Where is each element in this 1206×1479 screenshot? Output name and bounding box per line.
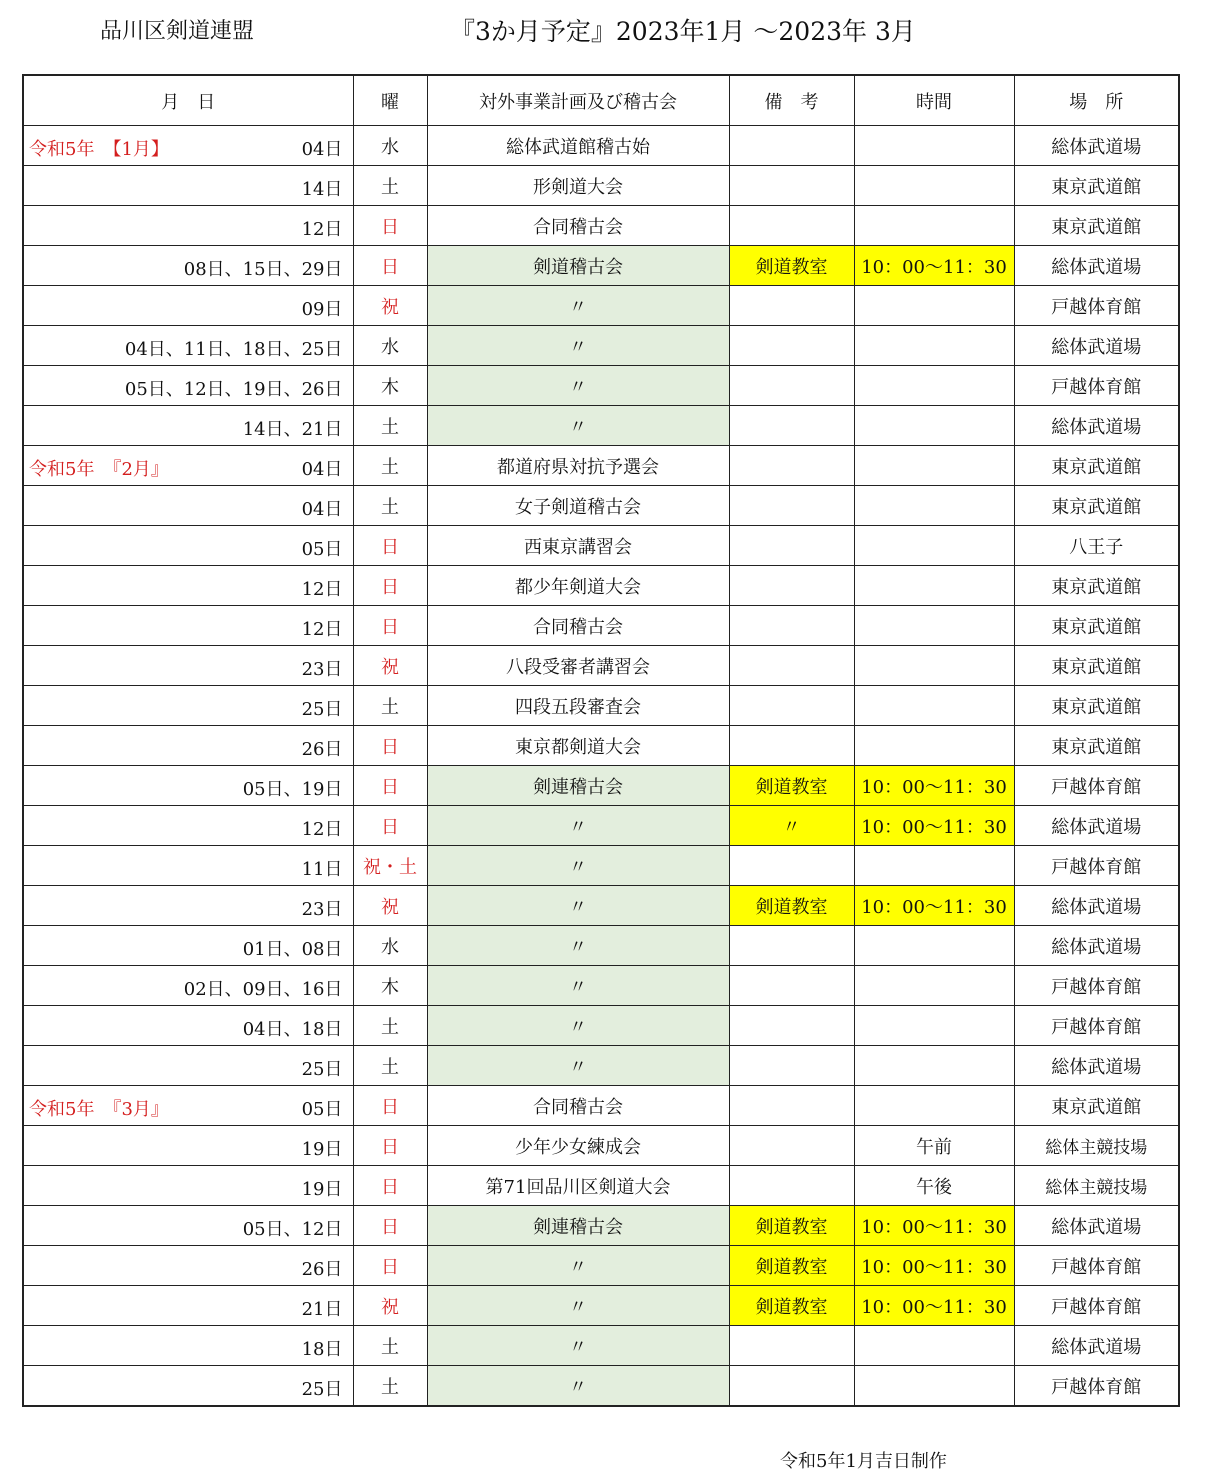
place-cell: 総体武道場 bbox=[1014, 406, 1179, 446]
note-cell bbox=[729, 1366, 854, 1407]
event-cell: 〃 bbox=[427, 1006, 729, 1046]
event-cell: 〃 bbox=[427, 1326, 729, 1366]
date-cell bbox=[23, 526, 353, 566]
event-cell: 四段五段審査会 bbox=[427, 686, 729, 726]
date-cell bbox=[23, 126, 353, 166]
time-cell bbox=[854, 1366, 1014, 1407]
table-row bbox=[23, 286, 1179, 326]
dates-text: 18日 bbox=[301, 1339, 343, 1360]
weekday-cell: 日 bbox=[353, 1246, 427, 1286]
dates-text: 04日 bbox=[301, 139, 343, 160]
date-cell bbox=[23, 686, 353, 726]
place-cell: 総体武道場 bbox=[1014, 806, 1179, 846]
month-label: 令和5年 『3月』 bbox=[29, 1099, 169, 1120]
month-label: 令和5年 【1月】 bbox=[29, 139, 169, 160]
note-cell: 剣道教室 bbox=[729, 886, 854, 926]
dates-text: 19日 bbox=[301, 1139, 343, 1160]
weekday-cell: 祝 bbox=[353, 1286, 427, 1326]
dates-text: 23日 bbox=[301, 899, 343, 920]
note-cell bbox=[729, 326, 854, 366]
weekday-cell: 日 bbox=[353, 206, 427, 246]
table-row bbox=[23, 926, 1179, 966]
column-header-place: 場 所 bbox=[1014, 75, 1179, 126]
note-cell: 剣道教室 bbox=[729, 766, 854, 806]
note-cell bbox=[729, 526, 854, 566]
month-label: 令和5年 『2月』 bbox=[29, 459, 169, 480]
table-row bbox=[23, 1126, 1179, 1166]
weekday-cell: 祝・土 bbox=[353, 846, 427, 886]
table-row bbox=[23, 206, 1179, 246]
place-cell: 東京武道館 bbox=[1014, 486, 1179, 526]
date-cell bbox=[23, 1366, 353, 1407]
event-cell: 都少年剣道大会 bbox=[427, 566, 729, 606]
note-cell bbox=[729, 1086, 854, 1126]
place-cell: 戸越体育館 bbox=[1014, 1366, 1179, 1407]
event-cell: 〃 bbox=[427, 286, 729, 326]
weekday-cell: 日 bbox=[353, 806, 427, 846]
date-cell bbox=[23, 926, 353, 966]
date-cell bbox=[23, 1086, 353, 1126]
creation-note: 令和5年1月吉日制作 bbox=[780, 1451, 947, 1472]
table-row bbox=[23, 246, 1179, 286]
place-cell: 戸越体育館 bbox=[1014, 1006, 1179, 1046]
dates-text: 04日、18日 bbox=[242, 1019, 343, 1040]
dates-text: 14日、21日 bbox=[242, 419, 343, 440]
weekday-cell: 日 bbox=[353, 526, 427, 566]
weekday-cell: 日 bbox=[353, 566, 427, 606]
schedule-table bbox=[22, 74, 1180, 1407]
place-cell: 戸越体育館 bbox=[1014, 1286, 1179, 1326]
date-cell bbox=[23, 566, 353, 606]
event-cell: 総体武道館稽古始 bbox=[427, 126, 729, 166]
table-row bbox=[23, 366, 1179, 406]
weekday-cell: 土 bbox=[353, 406, 427, 446]
place-cell: 戸越体育館 bbox=[1014, 966, 1179, 1006]
date-cell bbox=[23, 1286, 353, 1326]
weekday-cell: 日 bbox=[353, 766, 427, 806]
dates-text: 05日、12日、19日、26日 bbox=[124, 379, 343, 400]
time-cell: 10：00〜11：30 bbox=[854, 806, 1014, 846]
weekday-cell: 日 bbox=[353, 246, 427, 286]
weekday-cell: 土 bbox=[353, 1046, 427, 1086]
weekday-cell: 土 bbox=[353, 1326, 427, 1366]
date-cell bbox=[23, 766, 353, 806]
weekday-cell: 水 bbox=[353, 126, 427, 166]
header-row bbox=[23, 75, 1179, 126]
date-cell bbox=[23, 406, 353, 446]
time-cell bbox=[854, 966, 1014, 1006]
date-cell bbox=[23, 846, 353, 886]
event-cell: 形剣道大会 bbox=[427, 166, 729, 206]
organization-name: 品川区剣道連盟 bbox=[100, 19, 255, 44]
event-cell: 〃 bbox=[427, 326, 729, 366]
date-cell bbox=[23, 1326, 353, 1366]
date-cell bbox=[23, 886, 353, 926]
note-cell bbox=[729, 966, 854, 1006]
time-cell: 10：00〜11：30 bbox=[854, 766, 1014, 806]
date-cell bbox=[23, 606, 353, 646]
dates-text: 26日 bbox=[301, 1259, 343, 1280]
weekday-cell: 土 bbox=[353, 1366, 427, 1407]
event-cell: 西東京講習会 bbox=[427, 526, 729, 566]
table-row bbox=[23, 1166, 1179, 1206]
event-cell: 剣連稽古会 bbox=[427, 1206, 729, 1246]
dates-text: 05日、12日 bbox=[242, 1219, 343, 1240]
event-cell: 〃 bbox=[427, 806, 729, 846]
table-row bbox=[23, 1246, 1179, 1286]
event-cell: 〃 bbox=[427, 406, 729, 446]
table-row bbox=[23, 966, 1179, 1006]
date-cell bbox=[23, 326, 353, 366]
time-cell bbox=[854, 526, 1014, 566]
time-cell bbox=[854, 1326, 1014, 1366]
place-cell: 東京武道館 bbox=[1014, 606, 1179, 646]
place-cell: 東京武道館 bbox=[1014, 646, 1179, 686]
column-header-date: 月 日 bbox=[23, 75, 353, 126]
table-row bbox=[23, 1086, 1179, 1126]
place-cell: 総体主競技場 bbox=[1014, 1126, 1179, 1166]
time-cell: 10：00〜11：30 bbox=[854, 1246, 1014, 1286]
time-cell bbox=[854, 486, 1014, 526]
dates-text: 05日 bbox=[301, 1099, 343, 1120]
event-cell: 東京都剣道大会 bbox=[427, 726, 729, 766]
event-cell: 八段受審者講習会 bbox=[427, 646, 729, 686]
event-cell: 合同稽古会 bbox=[427, 206, 729, 246]
place-cell: 総体武道場 bbox=[1014, 1046, 1179, 1086]
dates-text: 04日 bbox=[301, 499, 343, 520]
weekday-cell: 土 bbox=[353, 166, 427, 206]
dates-text: 25日 bbox=[301, 1059, 343, 1080]
time-cell: 10：00〜11：30 bbox=[854, 246, 1014, 286]
dates-text: 09日 bbox=[301, 299, 343, 320]
column-header-weekday: 曜 bbox=[353, 75, 427, 126]
table-row bbox=[23, 1366, 1179, 1407]
weekday-cell: 水 bbox=[353, 326, 427, 366]
table-row bbox=[23, 406, 1179, 446]
event-cell: 〃 bbox=[427, 1286, 729, 1326]
table-row bbox=[23, 1326, 1179, 1366]
time-cell bbox=[854, 286, 1014, 326]
weekday-cell: 日 bbox=[353, 1206, 427, 1246]
date-cell bbox=[23, 1246, 353, 1286]
place-cell: 東京武道館 bbox=[1014, 566, 1179, 606]
page-title: 『3か月予定』2023年1月 〜2023年 3月 bbox=[450, 17, 916, 46]
place-cell: 総体武道場 bbox=[1014, 926, 1179, 966]
date-cell bbox=[23, 966, 353, 1006]
dates-text: 23日 bbox=[301, 659, 343, 680]
table-row bbox=[23, 886, 1179, 926]
event-cell: 都道府県対抗予選会 bbox=[427, 446, 729, 486]
dates-text: 08日、15日、29日 bbox=[183, 259, 343, 280]
column-header-note: 備 考 bbox=[729, 75, 854, 126]
note-cell bbox=[729, 566, 854, 606]
note-cell bbox=[729, 1006, 854, 1046]
time-cell bbox=[854, 926, 1014, 966]
note-cell bbox=[729, 646, 854, 686]
event-cell: 第71回品川区剣道大会 bbox=[427, 1166, 729, 1206]
time-cell bbox=[854, 326, 1014, 366]
place-cell: 総体武道場 bbox=[1014, 126, 1179, 166]
dates-text: 04日 bbox=[301, 459, 343, 480]
event-cell: 剣道稽古会 bbox=[427, 246, 729, 286]
event-cell: 〃 bbox=[427, 846, 729, 886]
note-cell bbox=[729, 366, 854, 406]
weekday-cell: 日 bbox=[353, 606, 427, 646]
date-cell bbox=[23, 646, 353, 686]
column-header-event: 対外事業計画及び稽古会 bbox=[427, 75, 729, 126]
event-cell: 女子剣道稽古会 bbox=[427, 486, 729, 526]
time-cell bbox=[854, 406, 1014, 446]
date-cell bbox=[23, 166, 353, 206]
table-row bbox=[23, 1046, 1179, 1086]
place-cell: 総体武道場 bbox=[1014, 886, 1179, 926]
time-cell bbox=[854, 686, 1014, 726]
dates-text: 05日 bbox=[301, 539, 343, 560]
note-cell bbox=[729, 126, 854, 166]
event-cell: 〃 bbox=[427, 1366, 729, 1407]
date-cell bbox=[23, 486, 353, 526]
place-cell: 東京武道館 bbox=[1014, 446, 1179, 486]
place-cell: 総体武道場 bbox=[1014, 1326, 1179, 1366]
dates-text: 02日、09日、16日 bbox=[183, 979, 343, 1000]
time-cell bbox=[854, 206, 1014, 246]
event-cell: 剣連稽古会 bbox=[427, 766, 729, 806]
place-cell: 東京武道館 bbox=[1014, 686, 1179, 726]
column-header-time: 時間 bbox=[854, 75, 1014, 126]
note-cell bbox=[729, 686, 854, 726]
table-row bbox=[23, 526, 1179, 566]
table-row bbox=[23, 726, 1179, 766]
note-cell: 剣道教室 bbox=[729, 1206, 854, 1246]
table-row bbox=[23, 1006, 1179, 1046]
dates-text: 19日 bbox=[301, 1179, 343, 1200]
time-cell bbox=[854, 646, 1014, 686]
place-cell: 戸越体育館 bbox=[1014, 286, 1179, 326]
note-cell: 剣道教室 bbox=[729, 1286, 854, 1326]
time-cell bbox=[854, 606, 1014, 646]
time-cell bbox=[854, 1006, 1014, 1046]
place-cell: 戸越体育館 bbox=[1014, 766, 1179, 806]
dates-text: 25日 bbox=[301, 1379, 343, 1400]
place-cell: 総体武道場 bbox=[1014, 1206, 1179, 1246]
weekday-cell: 祝 bbox=[353, 646, 427, 686]
dates-text: 26日 bbox=[301, 739, 343, 760]
time-cell bbox=[854, 1086, 1014, 1126]
time-cell: 午後 bbox=[854, 1166, 1014, 1206]
weekday-cell: 日 bbox=[353, 726, 427, 766]
note-cell bbox=[729, 486, 854, 526]
date-cell bbox=[23, 1166, 353, 1206]
note-cell bbox=[729, 926, 854, 966]
time-cell bbox=[854, 566, 1014, 606]
note-cell: 剣道教室 bbox=[729, 246, 854, 286]
place-cell: 総体主競技場 bbox=[1014, 1166, 1179, 1206]
time-cell: 午前 bbox=[854, 1126, 1014, 1166]
place-cell: 総体武道場 bbox=[1014, 326, 1179, 366]
weekday-cell: 日 bbox=[353, 1126, 427, 1166]
place-cell: 戸越体育館 bbox=[1014, 846, 1179, 886]
date-cell bbox=[23, 1006, 353, 1046]
note-cell bbox=[729, 1166, 854, 1206]
dates-text: 14日 bbox=[301, 179, 343, 200]
note-cell bbox=[729, 846, 854, 886]
place-cell: 東京武道館 bbox=[1014, 166, 1179, 206]
weekday-cell: 土 bbox=[353, 446, 427, 486]
time-cell bbox=[854, 1046, 1014, 1086]
weekday-cell: 日 bbox=[353, 1086, 427, 1126]
date-cell bbox=[23, 1206, 353, 1246]
dates-text: 11日 bbox=[301, 859, 343, 880]
table-row bbox=[23, 766, 1179, 806]
date-cell bbox=[23, 1126, 353, 1166]
event-cell: 〃 bbox=[427, 366, 729, 406]
event-cell: 〃 bbox=[427, 926, 729, 966]
weekday-cell: 日 bbox=[353, 1166, 427, 1206]
table-row bbox=[23, 166, 1179, 206]
time-cell bbox=[854, 126, 1014, 166]
dates-text: 12日 bbox=[301, 819, 343, 840]
event-cell: 合同稽古会 bbox=[427, 606, 729, 646]
place-cell: 八王子 bbox=[1014, 526, 1179, 566]
table-row bbox=[23, 126, 1179, 166]
table-row bbox=[23, 606, 1179, 646]
weekday-cell: 祝 bbox=[353, 886, 427, 926]
note-cell bbox=[729, 606, 854, 646]
table-row bbox=[23, 326, 1179, 366]
date-cell bbox=[23, 806, 353, 846]
event-cell: 〃 bbox=[427, 886, 729, 926]
place-cell: 東京武道館 bbox=[1014, 206, 1179, 246]
note-cell bbox=[729, 446, 854, 486]
dates-text: 04日、11日、18日、25日 bbox=[124, 339, 343, 360]
dates-text: 21日 bbox=[301, 1299, 343, 1320]
place-cell: 東京武道館 bbox=[1014, 726, 1179, 766]
note-cell: 〃 bbox=[729, 806, 854, 846]
date-cell bbox=[23, 246, 353, 286]
table-row bbox=[23, 646, 1179, 686]
weekday-cell: 祝 bbox=[353, 286, 427, 326]
place-cell: 総体武道場 bbox=[1014, 246, 1179, 286]
schedule-body bbox=[23, 126, 1179, 1407]
dates-text: 12日 bbox=[301, 619, 343, 640]
table-row bbox=[23, 486, 1179, 526]
event-cell: 〃 bbox=[427, 1246, 729, 1286]
time-cell bbox=[854, 446, 1014, 486]
dates-text: 25日 bbox=[301, 699, 343, 720]
weekday-cell: 木 bbox=[353, 366, 427, 406]
place-cell: 戸越体育館 bbox=[1014, 366, 1179, 406]
note-cell: 剣道教室 bbox=[729, 1246, 854, 1286]
note-cell bbox=[729, 406, 854, 446]
weekday-cell: 土 bbox=[353, 486, 427, 526]
table-row bbox=[23, 1206, 1179, 1246]
note-cell bbox=[729, 286, 854, 326]
dates-text: 05日、19日 bbox=[242, 779, 343, 800]
date-cell bbox=[23, 206, 353, 246]
date-cell bbox=[23, 286, 353, 326]
date-cell bbox=[23, 1046, 353, 1086]
event-cell: 〃 bbox=[427, 1046, 729, 1086]
note-cell bbox=[729, 166, 854, 206]
date-cell bbox=[23, 366, 353, 406]
event-cell: 〃 bbox=[427, 966, 729, 1006]
note-cell bbox=[729, 726, 854, 766]
note-cell bbox=[729, 1046, 854, 1086]
place-cell: 戸越体育館 bbox=[1014, 1246, 1179, 1286]
table-row bbox=[23, 806, 1179, 846]
time-cell bbox=[854, 726, 1014, 766]
place-cell: 東京武道館 bbox=[1014, 1086, 1179, 1126]
dates-text: 01日、08日 bbox=[242, 939, 343, 960]
note-cell bbox=[729, 206, 854, 246]
table-row bbox=[23, 566, 1179, 606]
weekday-cell: 土 bbox=[353, 1006, 427, 1046]
weekday-cell: 土 bbox=[353, 686, 427, 726]
date-cell bbox=[23, 726, 353, 766]
time-cell: 10：00〜11：30 bbox=[854, 886, 1014, 926]
note-cell bbox=[729, 1126, 854, 1166]
dates-text: 12日 bbox=[301, 579, 343, 600]
time-cell bbox=[854, 846, 1014, 886]
weekday-cell: 水 bbox=[353, 926, 427, 966]
date-cell bbox=[23, 446, 353, 486]
table-row bbox=[23, 446, 1179, 486]
weekday-cell: 木 bbox=[353, 966, 427, 1006]
time-cell bbox=[854, 366, 1014, 406]
time-cell bbox=[854, 166, 1014, 206]
table-row bbox=[23, 846, 1179, 886]
table-row bbox=[23, 1286, 1179, 1326]
dates-text: 12日 bbox=[301, 219, 343, 240]
event-cell: 合同稽古会 bbox=[427, 1086, 729, 1126]
time-cell: 10：00〜11：30 bbox=[854, 1286, 1014, 1326]
note-cell bbox=[729, 1326, 854, 1366]
table-row bbox=[23, 686, 1179, 726]
time-cell: 10：00〜11：30 bbox=[854, 1206, 1014, 1246]
event-cell: 少年少女練成会 bbox=[427, 1126, 729, 1166]
